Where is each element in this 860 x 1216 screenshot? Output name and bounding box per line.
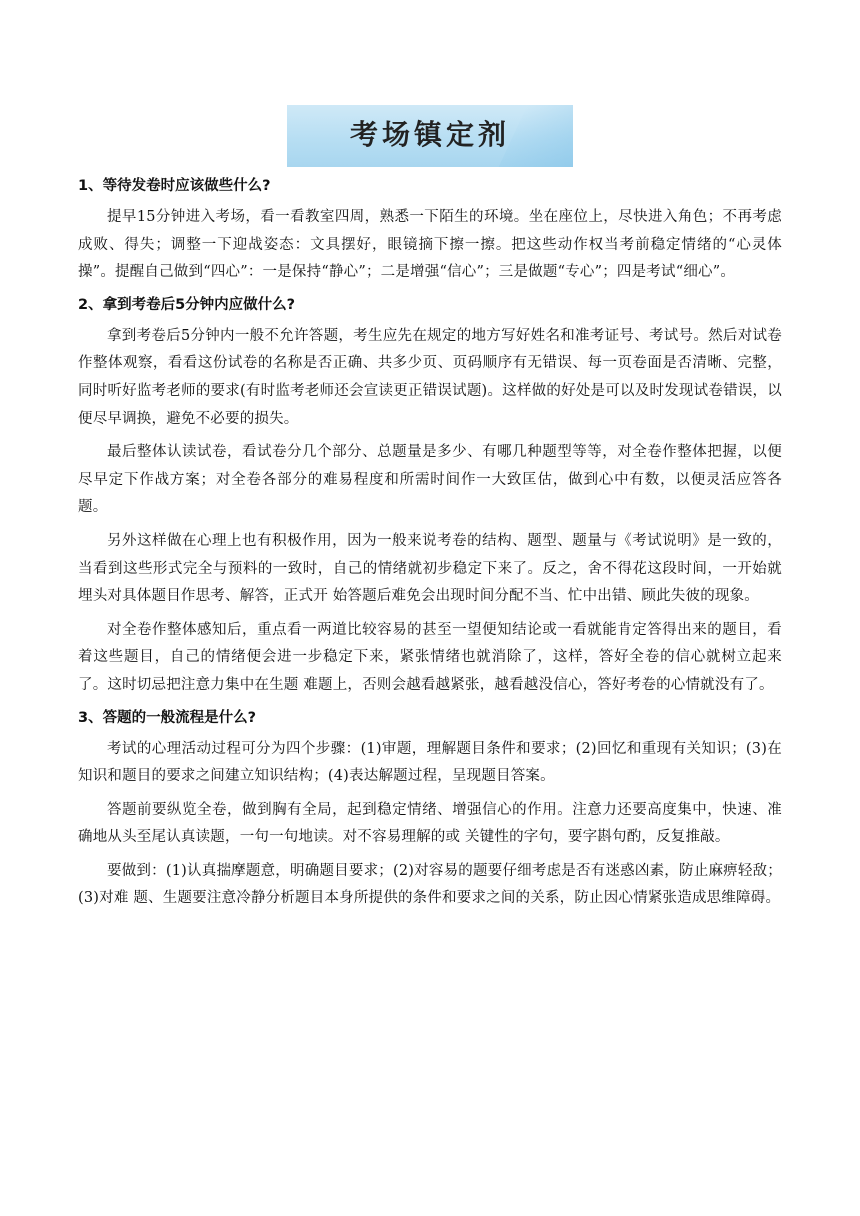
paragraph: 答题前要纵览全卷，做到胸有全局，起到稳定情绪、增强信心的作用。注意力还要高度集中，快速、准确地从头至尾认真读题，一句一句地读。对不容易理解的或 关键性的字句，要字斟句酌，反复推敲。 [78,801,782,846]
paragraph: 考试的心理活动过程可分为四个步骤：(1)审题，理解题目条件和要求；(2)回忆和重现有关知识；(3)在知识和题目的要求之间建立知识结构；(4)表达解题过程，呈现题目答案。 [78,740,782,785]
section-first-five-minutes [78,293,782,700]
paragraph: 另外这样做在心理上也有积极作用，因为一般来说考卷的结构、题型、题量与《考试说明》是一致的，当看到这些形式完全与预料的一致时，自己的情绪就初步稳定下来了。反之，舍不得花这段时间，一开始就埋头对具体题目作思考、解答，正式开 始答题后难免会出现时间分配不当、忙中出错、顾此失彼的现象。 [78,532,782,605]
section-waiting [78,174,782,287]
document-body [78,174,782,919]
section-heading: 2、拿到考卷后5分钟内应做什么? [78,296,296,313]
paragraph: 提早15分钟进入考场，看一看教室四周，熟悉一下陌生的环境。坐在座位上，尽快进入角色；不再考虑成败、得失；调整一下迎战姿态：文具摆好，眼镜摘下擦一擦。把这些动作权当考前稳定情绪的“心灵体操”。提醒自己做到“四心”：一是保持“静心”；二是增强“信心”；三是做题“专心”；四是考试“细心”。 [78,209,782,281]
paragraph: 对全卷作整体感知后，重点看一两道比较容易的甚至一望便知结论或一看就能肯定答得出来的题目，看着这些题目，自己的情绪便会进一步稳定下来，紧张情绪也就消除了，这样，答好全卷的信心就树立起来了。这时切忌把注意力集中在生题 难题上，否则会越看越紧张，越看越没信心，答好考卷的心情就没有了。 [78,621,782,693]
paragraph: 最后整体认读试卷，看试卷分几个部分、总题量是多少、有哪几种题型等等，对全卷作整体把握，以便尽早定下作战方案；对全卷各部分的难易程度和所需时间作一大致匡估，做到心中有数，以便灵活应答各题。 [78,444,782,516]
banner-title: 考场镇定剂 [349,118,510,151]
paragraph: 拿到考卷后5分钟内一般不允许答题，考生应先在规定的地方写好姓名和准考证号、考试号。然后对试卷作整体观察，看看这份试卷的名称是否正确、共多少页、页码顺序有无错误、每一页卷面是否清晰、完整，同时听好监考老师的要求(有时监考老师还会宣读更正错误试题)。这样做的好处是可以及时发现试卷错误，以便尽早调换，避免不必要的损失。 [78,327,782,427]
section-heading: 1、等待发卷时应该做些什么? [78,178,271,194]
section-heading: 3、答题的一般流程是什么? [78,709,256,726]
title-banner [287,105,573,167]
section-answer-process [78,706,782,914]
paragraph: 要做到：(1)认真揣摩题意，明确题目要求；(2)对容易的题要仔细考虑是否有迷惑凶素，防止麻痹轻敌；(3)对难 题、生题要注意冷静分析题目本身所提供的条件和要求之间的关系，防止因心情紧张造成思维障碍。 [78,862,782,907]
